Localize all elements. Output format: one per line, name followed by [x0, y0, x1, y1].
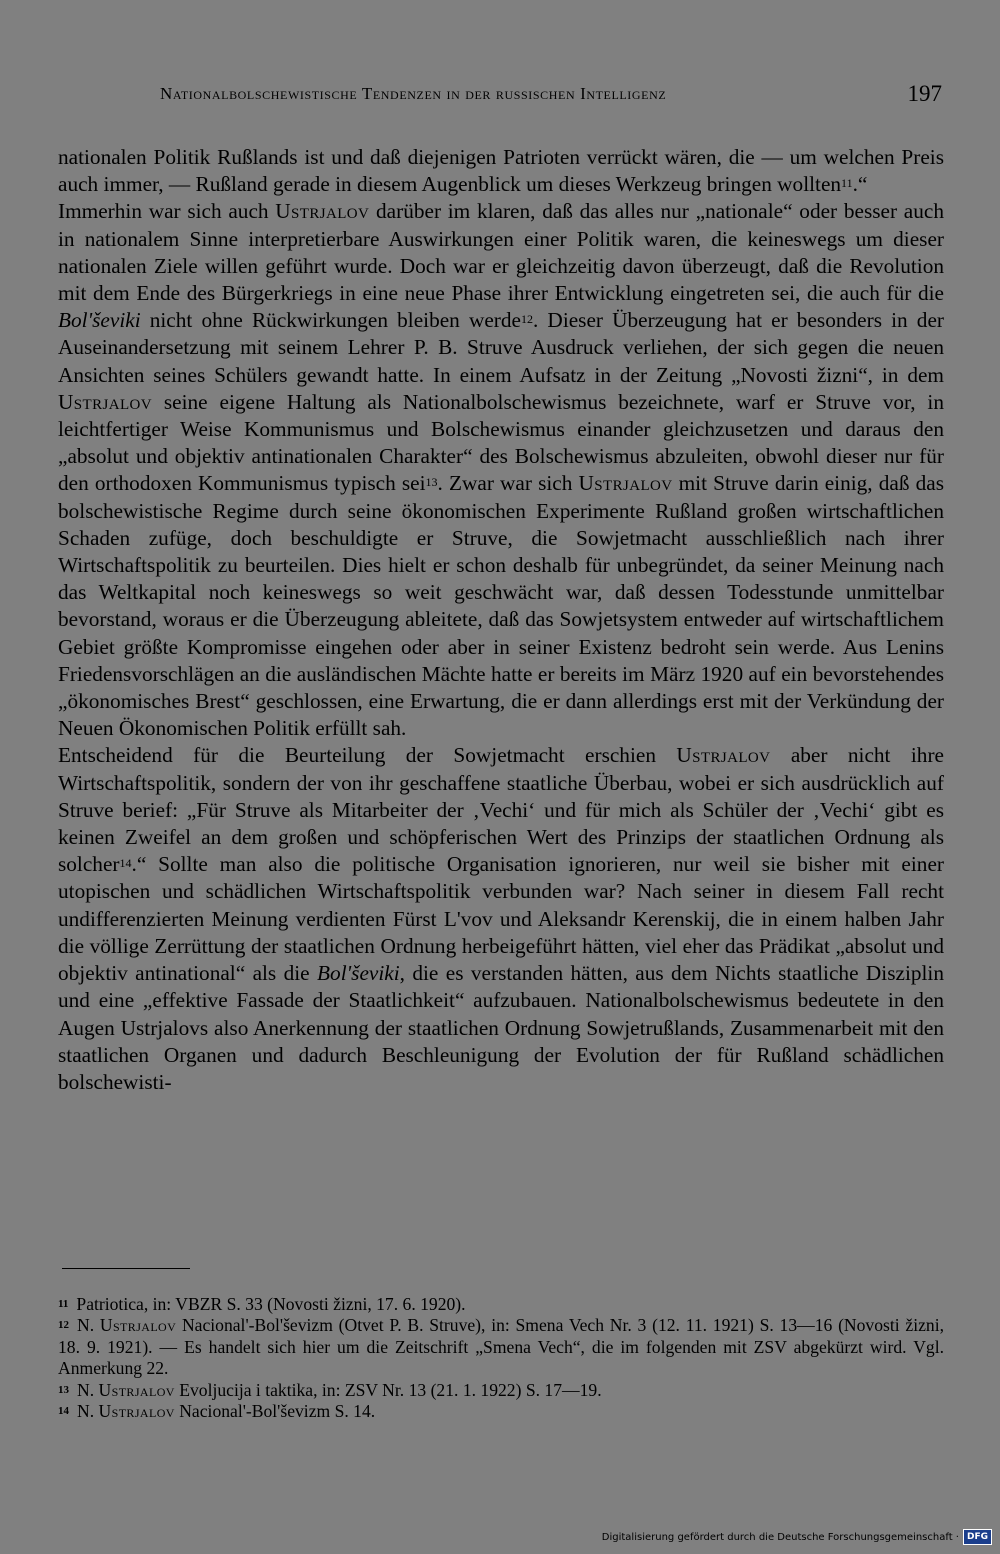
footnote-ref: 12	[520, 312, 533, 327]
dfg-logo: DFG	[963, 1529, 992, 1545]
footnotes	[58, 1294, 944, 1422]
footnote-12	[58, 1315, 944, 1379]
footnote-13	[58, 1380, 944, 1401]
text-run: .“	[852, 172, 868, 197]
text-run: Immerhin war sich auch	[58, 199, 276, 224]
footnote-number: 12	[58, 1319, 69, 1332]
footnote-14	[58, 1401, 944, 1422]
italic-term: Bol'ševiki	[317, 961, 400, 986]
author-name: Ustrjalov	[275, 199, 370, 224]
text-run: mit Struve darin einig, daß das bolschewistische Regime durch seine ökonomischen Experimente Rußland großen wirtschaftlichen Schaden zufüge, doch beschuldigte er Struve, die Sowjetmacht ausschließlich nach ihrer Wirtschaftspolitik zu beurteilen. Dies hielt er schon deshalb für unbegründet, da seiner Meinung nach das Weltkapital noch keineswegs so weit geschwächt war, daß dessen Todesstunde unmittelbar bevorstand, woraus er die Überzeugung ableitete, daß das Sowjetsystem entweder auf wirtschaftlichem Gebiet größte Kompromisse eingehen oder aber in seiner Existenz bedroht sein werde. Aus Lenins Friedensvorschlägen an die ausländischen Mächte hatte er bereits im März 1920 auf ein bevorstehendes „ökonomisches Brest“ geschlossen, eine Erwartung, die er dann allerdings erst mit der Verkündung der Neuen Ökonomischen Politik erfüllt sah.	[58, 471, 944, 741]
footnote-number: 13	[58, 1383, 69, 1396]
digitization-credit	[602, 1528, 992, 1546]
main-text	[58, 144, 944, 1096]
text-run: . Zwar war sich	[437, 471, 579, 496]
footnote-text: N.	[77, 1379, 99, 1400]
footnote-number: 11	[58, 1298, 69, 1310]
running-header	[160, 81, 942, 110]
paragraph-3	[58, 742, 944, 1096]
page-number: 197	[907, 81, 942, 106]
footnote-text: Nacional'-Bol'ševizm S. 14.	[174, 1401, 376, 1422]
author-name: Ustrjalov	[578, 471, 673, 496]
text-run: nationalen Politik Rußlands ist und daß diejenigen Patrioten verrückt wären, die — um welchen Preis auch immer, — Rußland gerade in diesem Augenblick um dieses Werkzeug bringen wollten	[58, 145, 944, 197]
credit-text: Digitalisierung gefördert durch die Deutsche Forschungsgemeinschaft ·	[601, 1531, 959, 1543]
footnote-divider	[62, 1268, 190, 1269]
paragraph-1	[58, 144, 944, 198]
text-run: darüber im klaren, daß das alles nur „nationale“ oder besser auch in nationalem Sinne interpretierbare Auswirkungen einer Politik waren, die keineswegs um dieser nationalen Ziele willen geführt wurde. Doch war er gleichzeitig davon überzeugt, daß die Revolution mit dem Ende des Bürgerkriegs in eine neue Phase ihrer Entwicklung eingetreten sei, die auch für die	[58, 199, 944, 306]
author-name: Ustrjalov	[676, 743, 771, 768]
footnote-text: Nacional'-Bol'ševizm (Otvet P. B. Struve), in: Smena Vech Nr. 3 (12. 11. 1921) S. 13—16 (Novosti žizni, 18. 9. 1921). — Es handelt sich hier um die Zeitschrift „Smena Vech“, die im folgenden mit ZSV abgekürzt wird. Vgl. Anmerkung 22.	[58, 1315, 944, 1379]
text-run: seine eigene Haltung als Nationalbolschewismus bezeichnete, warf er Struve vor, in leichtfertiger Weise Kommunismus und Bolschewismus einander gleichzusetzen und daraus den „absolut und objektiv antinationalen Charakter“ des Bolschewismus abzuleiten, obwohl dieser nur für den orthodoxen Kommunismus typisch sei	[58, 389, 944, 496]
footnote-ref: 13	[425, 475, 438, 490]
author-name: Ustrjalov	[98, 1401, 175, 1422]
paragraph-2	[58, 198, 944, 742]
author-name: Ustrjalov	[58, 389, 152, 414]
footnote-ref: 11	[841, 176, 853, 191]
footnote-text: Patriotica, in: VBZR S. 33 (Novosti žizni, 17. 6. 1920).	[76, 1294, 466, 1314]
text-run: nicht ohne Rückwirkungen bleiben werde	[140, 308, 521, 333]
footnote-number: 14	[58, 1405, 69, 1418]
footnote-ref: 14	[119, 856, 132, 871]
text-run: Entscheidend für die Beurteilung der Sowjetmacht erschien	[58, 743, 677, 768]
text-run: aber nicht ihre Wirtschaftspolitik, sondern der von ihr geschaffene staatliche Überbau, wobei er sich ausdrücklich auf Struve berief: „Für Struve als Mitarbeiter der ‚Vechi‘ und für mich als Schüler der ‚Vechi‘ gibt es keinen Zweifel an dem großen und schöpferischen Wert des Prinzips der staatlichen Ordnung als solcher	[58, 743, 944, 877]
author-name: Ustrjalov	[98, 1379, 175, 1400]
text-run: .“ Sollte man also die politische Organisation ignorieren, nur weil sie bisher mit einer utopischen und schädlichen Wirtschaftspolitik verbunden war? Nach seiner in diesem Fall recht undifferenzierten Meinung verdienten Fürst L'vov und Aleksandr Kerenskij, die in einem halben Jahr die völlige Zerrüttung der staatlichen Ordnung herbeigeführt hätten, viel eher das Prädikat „absolut und objektiv antinational“ als die	[58, 852, 944, 986]
text-run: . Dieser Überzeugung hat er besonders in der Auseinandersetzung mit seinem Lehrer P. B. Struve Ausdruck verliehen, der sich gegen die neuen Ansichten seines Schülers gewandt hatte. In einem Aufsatz in der Zeitung „Novosti žizni“, in dem	[58, 308, 944, 387]
footnote-text: Evoljucija i taktika, in: ZSV Nr. 13 (21. 1. 1922) S. 17—19.	[174, 1379, 602, 1400]
footnote-text: N.	[77, 1315, 100, 1336]
footnote-11	[58, 1294, 944, 1315]
running-title: Nationalbolschewistische Tendenzen in der russischen Intelligenz	[160, 84, 667, 103]
italic-term: Bol'ševiki	[58, 308, 141, 333]
author-name: Ustrjalov	[99, 1315, 177, 1336]
text-run: , die es verstanden hätten, aus dem Nichts staatliche Disziplin und eine „effektive Fassade der Staatlichkeit“ aufzubauen. Nationalbolschewismus bedeutete in den Augen Ustrjalovs also Anerkennung der staatlichen Ordnung Sowjetrußlands, Zusammenarbeit mit den staatlichen Organen und dadurch Beschleunigung der Evolution der für Rußland schädlichen bolschewisti-	[58, 961, 944, 1094]
footnote-text: N.	[77, 1401, 99, 1422]
